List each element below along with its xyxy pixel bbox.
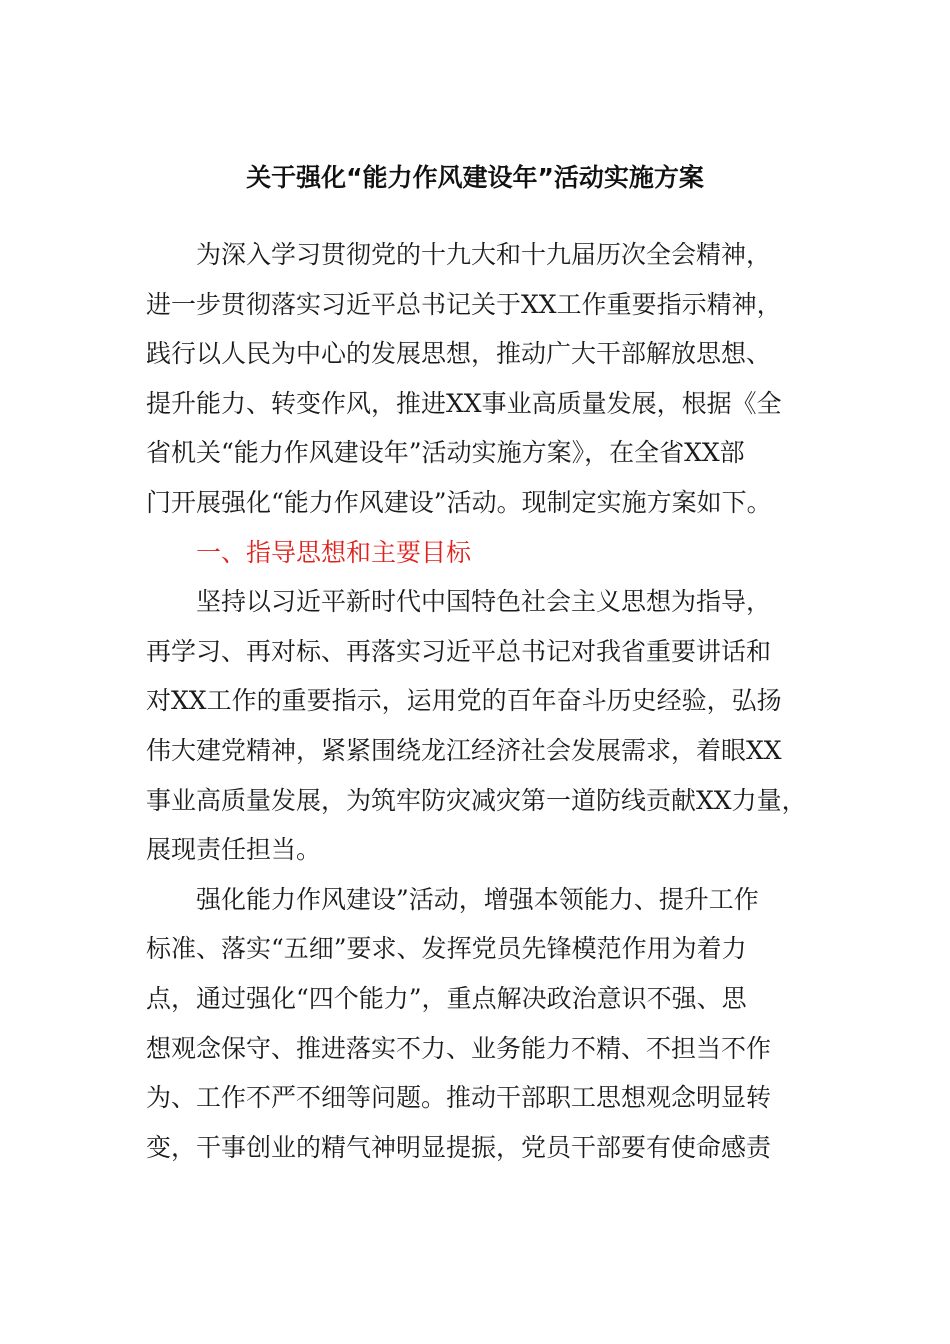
text-line: 进一步贯彻落实习近平总书记关于XX工作重要指示精神， [146,289,782,319]
text-line: 提升能力、转变作风，推进XX事业高质量发展，根据《全 [146,388,782,418]
text-line: 门开展强化“能力作风建设”活动。现制定实施方案如下。 [146,487,772,517]
document-body [146,230,806,1172]
text-line: 强化能力作风建设”活动，增强本领能力、提升工作 [196,884,759,914]
text-line: 展现责任担当。 [146,835,322,865]
paragraph-main-goals [146,875,806,1173]
paragraph-guiding-thought [146,577,806,875]
text-line: 变，干事创业的精气神明显提振，党员干部要有使命感责 [146,1132,772,1162]
text-line: 标准、落实“五细”要求、发挥党员先锋模范作用为着力 [146,934,747,964]
text-line: 事业高质量发展，为筑牢防灾减灾第一道防线贡献XX力量， [146,785,807,815]
section-heading: 一、指导思想和主要目标 [196,537,472,567]
text-line: 点，通过强化“四个能力”，重点解决政治意识不强、思 [146,983,747,1013]
paragraph-intro [146,230,806,528]
text-line: 对XX工作的重要指示，运用党的百年奋斗历史经验，弘扬 [146,686,782,716]
text-line: 再学习、再对标、再落实习近平总书记对我省重要讲话和 [146,636,772,666]
text-line: 省机关“能力作风建设年”活动实施方案》，在全省XX部 [146,438,745,468]
text-line: 为深入学习贯彻党的十九大和十九届历次全会精神， [196,240,772,269]
text-line: 坚持以习近平新时代中国特色社会主义思想为指导， [196,587,772,617]
text-line: 为、工作不严不细等问题。推动干部职工思想观念明显转 [146,1083,772,1113]
text-line: 伟大建党精神，紧紧围绕龙江经济社会发展需求，着眼XX [146,735,782,765]
document-title: 关于强化“能力作风建设年”活动实施方案 [246,163,704,192]
text-line: 想观念保守、推进落实不力、业务能力不精、不担当不作 [146,1033,772,1063]
text-line: 践行以人民为中心的发展思想，推动广大干部解放思想、 [146,339,772,369]
